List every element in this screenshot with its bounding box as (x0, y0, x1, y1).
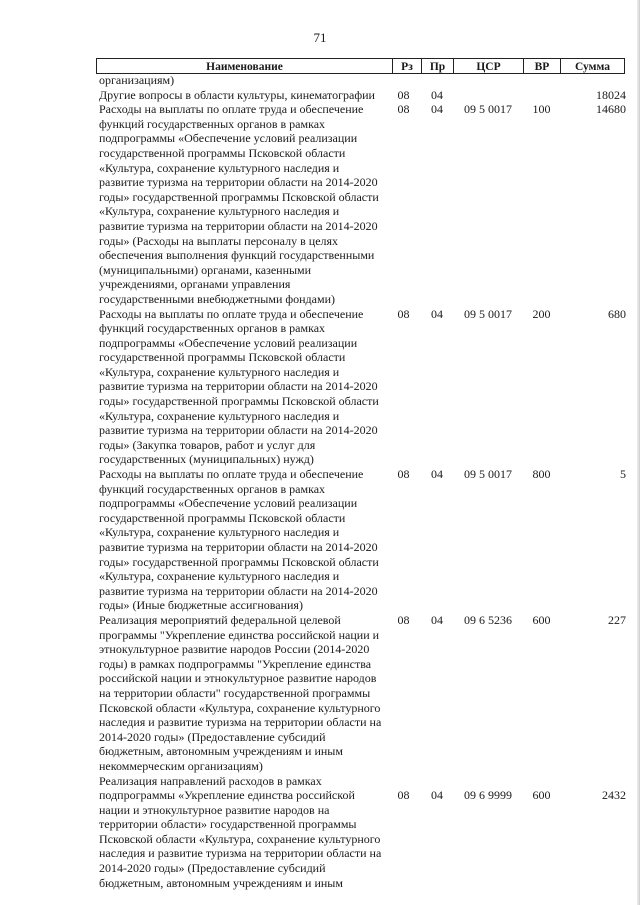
row-name: Расходы на выплаты по оплате труда и обеспечение функций государственных органов в рамках подпрограммы «Обеспечение условий реализации государственной программы Псковской области «Культура, сохранение культурного наследия и развитие туризма на территории области на 2014-2020 годы» государственной программы Псковской области «Культура, сохранение культурного наследия и развитие туризма на территории области на 2014-2020 годы» (Закупка товаров, работ и услуг для государственных (муниципальных) нужд) (99, 306, 379, 467)
row-csr: 09 6 9999 (464, 788, 512, 803)
row-csr: 09 5 0017 (464, 467, 512, 482)
row-name: организациям) (99, 73, 175, 87)
row-name: Расходы на выплаты по оплате труда и обеспечение функций государственных органов в рамках подпрограммы «Обеспечение условий реализации государственной программы Псковской области «Культура, сохранение культурного наследия и развитие туризма на территории области на 2014-2020 годы» государственной программы Псковской области «Культура, сохранение культурного наследия и развитие туризма на территории области на 2014-2020 годы» (Иные бюджетные ассигнования) (99, 467, 379, 613)
page-number: 71 (313, 30, 327, 45)
table-row (96, 467, 636, 613)
row-name: Реализация мероприятий федеральной целевой программы "Укрепление единства российской нации и этнокультурное развитие народов России (2014-2020 годы) в рамках подпрограммы "Укрепление единства российской нации и этнокультурное развитие народов на территории области" государственной программы Псковской области «Культура, сохранение культурного наследия и развитие туризма на территории области на 2014-2020 годы» (Предоставление субсидий бюджетным, автономным учреждениям и иным некоммерческим организациям) (99, 612, 382, 773)
table-row (96, 102, 636, 306)
table-row (96, 88, 636, 103)
row-rz: 08 (397, 467, 410, 482)
row-sum: 2432 (602, 788, 626, 803)
row-name: Реализация направлений расходов в рамках подпрограммы «Укрепление единства российской нации и этнокультурное развитие народов на территории области» государственной программы Псковской области «Культура, сохранение культурного наследия и развитие туризма на территории области на 2014-2020 годы» (Предоставление субсидий бюджетным, автономным учреждениям и иным (99, 773, 382, 890)
header-name: Наименование (97, 59, 393, 73)
row-vr: 100 (532, 102, 551, 117)
row-vr: 800 (532, 467, 551, 482)
row-csr: 09 5 0017 (464, 306, 512, 321)
row-vr: 600 (532, 788, 551, 803)
row-sum: 14680 (596, 102, 626, 117)
row-rz: 08 (397, 306, 410, 321)
row-csr (453, 88, 523, 103)
header-rz: Рз (393, 59, 422, 73)
row-vr: 600 (532, 612, 551, 627)
row-pr: 04 (431, 467, 443, 482)
row-rz: 08 (397, 87, 410, 102)
row-rz: 08 (397, 102, 410, 117)
row-sum: 18024 (596, 87, 626, 102)
table-row (96, 307, 636, 468)
row-rz: 08 (397, 788, 410, 803)
row-pr: 04 (431, 612, 443, 627)
row-sum: 5 (620, 467, 626, 482)
row-csr: 09 6 5236 (464, 612, 512, 627)
row-csr: 09 5 0017 (464, 102, 512, 117)
row-pr: 04 (431, 87, 443, 102)
header-vr: ВР (524, 59, 561, 73)
header-sum: Сумма (575, 61, 610, 73)
row-name: Расходы на выплаты по оплате труда и обеспечение функций государственных органов в рамках подпрограммы «Обеспечение условий реализации государственной программы Псковской области «Культура, сохранение культурного наследия и развитие туризма на территории области на 2014-2020 годы» государственной программы Псковской области «Культура, сохранение культурного наследия и развитие туризма на территории области на 2014-2020 годы» (Расходы на выплаты персоналу в целях обеспечения выполнения функций государственными (муниципальными) органами, казенными учреждениями, органами управления государственными внебюджетными фондами) (99, 102, 379, 306)
table-row (96, 613, 636, 774)
continuation-row (96, 73, 636, 88)
row-sum: 227 (608, 612, 626, 627)
row-sum: 680 (608, 306, 626, 321)
table-body (96, 73, 636, 890)
row-vr (523, 88, 560, 103)
table-header (96, 58, 625, 74)
row-vr: 200 (532, 306, 551, 321)
row-pr: 04 (431, 306, 443, 321)
row-pr: 04 (431, 788, 443, 803)
header-csr: ЦСР (454, 59, 524, 73)
row-rz: 08 (397, 612, 410, 627)
table-row (96, 774, 636, 891)
header-pr: Пр (422, 59, 454, 73)
row-pr: 04 (431, 102, 443, 117)
row-name: Другие вопросы в области культуры, кинематографии (99, 87, 375, 102)
